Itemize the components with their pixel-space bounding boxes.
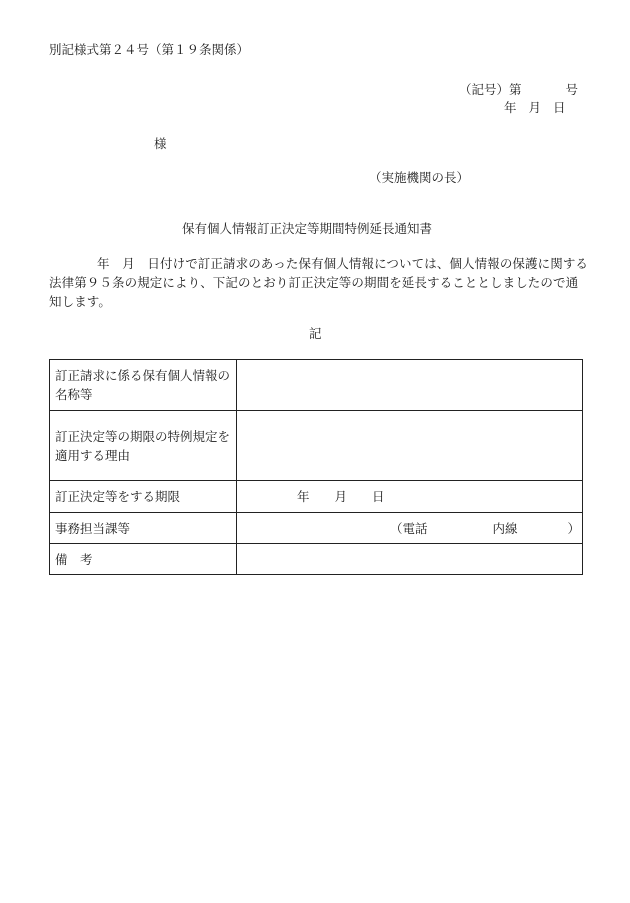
issue-date xyxy=(504,102,566,115)
reference-number xyxy=(459,84,578,97)
row-label-remarks: 備 考 xyxy=(50,544,237,575)
table-row xyxy=(50,544,583,575)
deadline-day: 日 xyxy=(372,489,385,504)
row-label-office: 事務担当課等 xyxy=(50,513,237,544)
ki-heading: 記 xyxy=(309,326,322,341)
row-value-reason xyxy=(237,411,583,481)
row-value-info-name xyxy=(237,360,583,411)
issue-date-day: 日 xyxy=(553,100,566,115)
phone-open: （電話 xyxy=(390,520,428,536)
document-title: 保有個人情報訂正決定等期間特例延長通知書 xyxy=(182,221,433,236)
form-number: 別記様式第２４号（第１９条関係） xyxy=(49,42,250,57)
table-row xyxy=(50,513,583,544)
row-label-info-name: 訂正請求に係る保有個人情報の名称等 xyxy=(50,360,237,411)
issue-date-year: 年 xyxy=(504,100,517,115)
row-value-deadline xyxy=(237,481,583,513)
deadline-year: 年 xyxy=(297,489,310,504)
addressee-honorific: 様 xyxy=(154,136,167,151)
phone-close: ） xyxy=(567,520,581,536)
reference-prefix: （記号）第 xyxy=(459,82,522,97)
sender-label: （実施機関の長） xyxy=(369,170,470,185)
table-row xyxy=(50,411,583,481)
row-value-remarks xyxy=(237,544,583,575)
row-value-office xyxy=(237,513,583,544)
body-paragraph: 年 月 日付けで訂正請求のあった保有個人情報については、個人情報の保護に関する法律第９５条の規定により、下記のとおり訂正決定等の期間を延長することとしましたので通知します。 xyxy=(49,256,589,309)
row-label-deadline: 訂正決定等をする期限 xyxy=(50,481,237,513)
deadline-month: 月 xyxy=(334,489,348,504)
row-label-reason: 訂正決定等の期限の特例規定を適用する理由 xyxy=(50,411,237,481)
table-row xyxy=(50,360,583,411)
table-row xyxy=(50,481,583,513)
issue-date-month: 月 xyxy=(528,100,542,115)
reference-suffix: 号 xyxy=(565,82,579,97)
phone-extension: 内線 xyxy=(492,520,518,536)
info-table xyxy=(49,359,583,575)
